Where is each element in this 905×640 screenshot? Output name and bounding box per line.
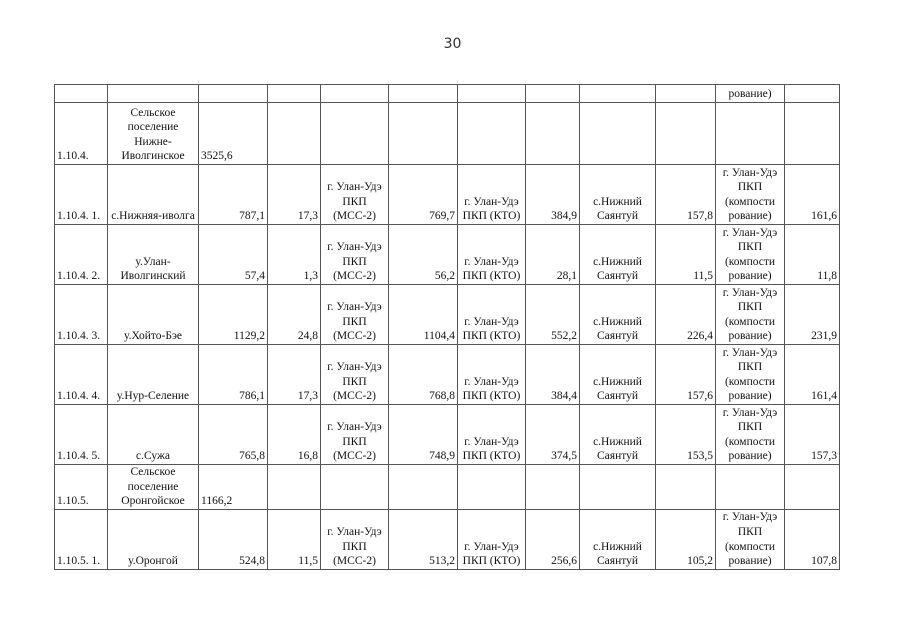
table-cell-name: с.Нижняя-иволга — [108, 165, 199, 225]
table-cell-code: 1.10.4. 4. — [55, 345, 108, 405]
table-cell-v3: 768,8 — [389, 345, 458, 405]
table-cell-v1: 765,8 — [199, 405, 268, 465]
table-row-group — [55, 103, 840, 165]
table-cell-total: 1166,2 — [199, 465, 268, 510]
table-cell-dest4: г. Улан-Удэ ПКП (компости рование) — [716, 285, 785, 345]
table-cell-v3: 56,2 — [389, 225, 458, 285]
table-cell — [389, 85, 458, 103]
table-cell-v3: 1104,4 — [389, 285, 458, 345]
table-cell-code: 1.10.4. 3. — [55, 285, 108, 345]
table-row — [55, 165, 840, 225]
table-cell-dest1: г. Улан-Удэ ПКП (МСС-2) — [321, 285, 389, 345]
table-cell-v1: 1129,2 — [199, 285, 268, 345]
table-cell-code: 1.10.5. — [55, 465, 108, 510]
table-cell-v5: 11,5 — [656, 225, 716, 285]
table-cell-dest2: г. Улан-Удэ ПКП (КТО) — [458, 285, 526, 345]
table-cell-dest1: г. Улан-Удэ ПКП (МСС-2) — [321, 165, 389, 225]
table-cell-v6: 231,9 — [785, 285, 840, 345]
table-cell — [656, 103, 716, 165]
table-cell-code: 1.10.5. 1. — [55, 509, 108, 569]
table-cell — [108, 85, 199, 103]
table-cell-v4: 552,2 — [526, 285, 580, 345]
table-cell-v5: 157,8 — [656, 165, 716, 225]
table-cell — [268, 465, 321, 510]
table-cell-name: у.Оронгой — [108, 509, 199, 569]
table-cell-code: 1.10.4. 1. — [55, 165, 108, 225]
table-row — [55, 509, 840, 569]
table-cell — [458, 465, 526, 510]
table-cell — [785, 85, 840, 103]
table-cell-dest1: г. Улан-Удэ ПКП (МСС-2) — [321, 345, 389, 405]
table-cell-dest2: г. Улан-Удэ ПКП (КТО) — [458, 225, 526, 285]
waste-flow-table — [54, 84, 840, 570]
table-row-group — [55, 465, 840, 510]
table-cell — [785, 103, 840, 165]
table-cell — [785, 465, 840, 510]
table-cell-v1: 786,1 — [199, 345, 268, 405]
table-cell-dest4: г. Улан-Удэ ПКП (компости рование) — [716, 405, 785, 465]
table-cell — [656, 465, 716, 510]
table-cell-v4: 384,4 — [526, 345, 580, 405]
table-cell-v2: 17,3 — [268, 345, 321, 405]
table-cell-dest3: с.Нижний Саянтуй — [580, 345, 656, 405]
table-cell-code: 1.10.4. 2. — [55, 225, 108, 285]
table-cell-v5: 105,2 — [656, 509, 716, 569]
table-cell-dest3: с.Нижний Саянтуй — [580, 225, 656, 285]
table-cell — [199, 85, 268, 103]
table-cell — [389, 465, 458, 510]
table-cell-v3: 769,7 — [389, 165, 458, 225]
table-row-continuation — [55, 85, 840, 103]
table-cell-v3: 513,2 — [389, 509, 458, 569]
table-cell-dest3: с.Нижний Саянтуй — [580, 285, 656, 345]
table-cell — [526, 103, 580, 165]
table-cell-v2: 24,8 — [268, 285, 321, 345]
table-cell — [389, 103, 458, 165]
table-cell — [268, 103, 321, 165]
table-cell-v2: 17,3 — [268, 165, 321, 225]
table-cell-dest4: рование) — [716, 85, 785, 103]
table-cell-dest4: г. Улан-Удэ ПКП (компости рование) — [716, 225, 785, 285]
table-cell-dest4: г. Улан-Удэ ПКП (компости рование) — [716, 345, 785, 405]
table-cell-code: 1.10.4. 5. — [55, 405, 108, 465]
table-cell-dest1: г. Улан-Удэ ПКП (МСС-2) — [321, 509, 389, 569]
table-cell — [458, 85, 526, 103]
table-row — [55, 345, 840, 405]
table-cell-name: Сельское поселение Оронгойское — [108, 465, 199, 510]
table-cell-code: 1.10.4. — [55, 103, 108, 165]
table-cell — [526, 465, 580, 510]
table-cell-v1: 524,8 — [199, 509, 268, 569]
table-cell — [580, 465, 656, 510]
table-cell — [656, 85, 716, 103]
table-cell-dest3: с.Нижний Саянтуй — [580, 405, 656, 465]
table-cell-v5: 226,4 — [656, 285, 716, 345]
table-cell-dest2: г. Улан-Удэ ПКП (КТО) — [458, 509, 526, 569]
table-cell-dest2: г. Улан-Удэ ПКП (КТО) — [458, 165, 526, 225]
table-cell-dest2: г. Улан-Удэ ПКП (КТО) — [458, 345, 526, 405]
table-cell — [580, 103, 656, 165]
table-row — [55, 405, 840, 465]
table-cell-v4: 28,1 — [526, 225, 580, 285]
table-cell-v6: 157,3 — [785, 405, 840, 465]
table-cell — [716, 103, 785, 165]
table-cell — [321, 85, 389, 103]
table-cell-dest3: с.Нижний Саянтуй — [580, 165, 656, 225]
table-cell — [268, 85, 321, 103]
table-cell — [321, 465, 389, 510]
table-cell-v4: 384,9 — [526, 165, 580, 225]
table-cell — [716, 465, 785, 510]
table-cell-v6: 11,8 — [785, 225, 840, 285]
table-cell — [321, 103, 389, 165]
table-cell-name: у.Улан-Иволгинский — [108, 225, 199, 285]
table-cell-v3: 748,9 — [389, 405, 458, 465]
table-cell — [580, 85, 656, 103]
table-cell-v5: 157,6 — [656, 345, 716, 405]
table-cell-v1: 57,4 — [199, 225, 268, 285]
table-cell-dest4: г. Улан-Удэ ПКП (компости рование) — [716, 165, 785, 225]
table-cell-dest1: г. Улан-Удэ ПКП (МСС-2) — [321, 405, 389, 465]
table-cell-v6: 107,8 — [785, 509, 840, 569]
table-cell-v2: 16,8 — [268, 405, 321, 465]
page-number: 30 — [443, 36, 462, 52]
table-cell-v1: 787,1 — [199, 165, 268, 225]
table-cell-dest1: г. Улан-Удэ ПКП (МСС-2) — [321, 225, 389, 285]
table-cell-dest4: г. Улан-Удэ ПКП (компости рование) — [716, 509, 785, 569]
table-cell-v5: 153,5 — [656, 405, 716, 465]
table-cell-dest3: с.Нижний Саянтуй — [580, 509, 656, 569]
table-cell-name: у.Нур-Селение — [108, 345, 199, 405]
table-cell-v2: 11,5 — [268, 509, 321, 569]
table-row — [55, 285, 840, 345]
table-cell-name: с.Сужа — [108, 405, 199, 465]
table-cell — [55, 85, 108, 103]
table-cell-v2: 1,3 — [268, 225, 321, 285]
table-cell-total: 3525,6 — [199, 103, 268, 165]
table-cell-v6: 161,4 — [785, 345, 840, 405]
table-cell — [526, 85, 580, 103]
table-cell-v6: 161,6 — [785, 165, 840, 225]
table-cell-name: у.Хойто-Бэе — [108, 285, 199, 345]
table-cell-v4: 374,5 — [526, 405, 580, 465]
table-row — [55, 225, 840, 285]
table-cell-name: Сельское поселение Нижне-Иволгинское — [108, 103, 199, 165]
table-cell — [458, 103, 526, 165]
table-cell-dest2: г. Улан-Удэ ПКП (КТО) — [458, 405, 526, 465]
table-cell-v4: 256,6 — [526, 509, 580, 569]
